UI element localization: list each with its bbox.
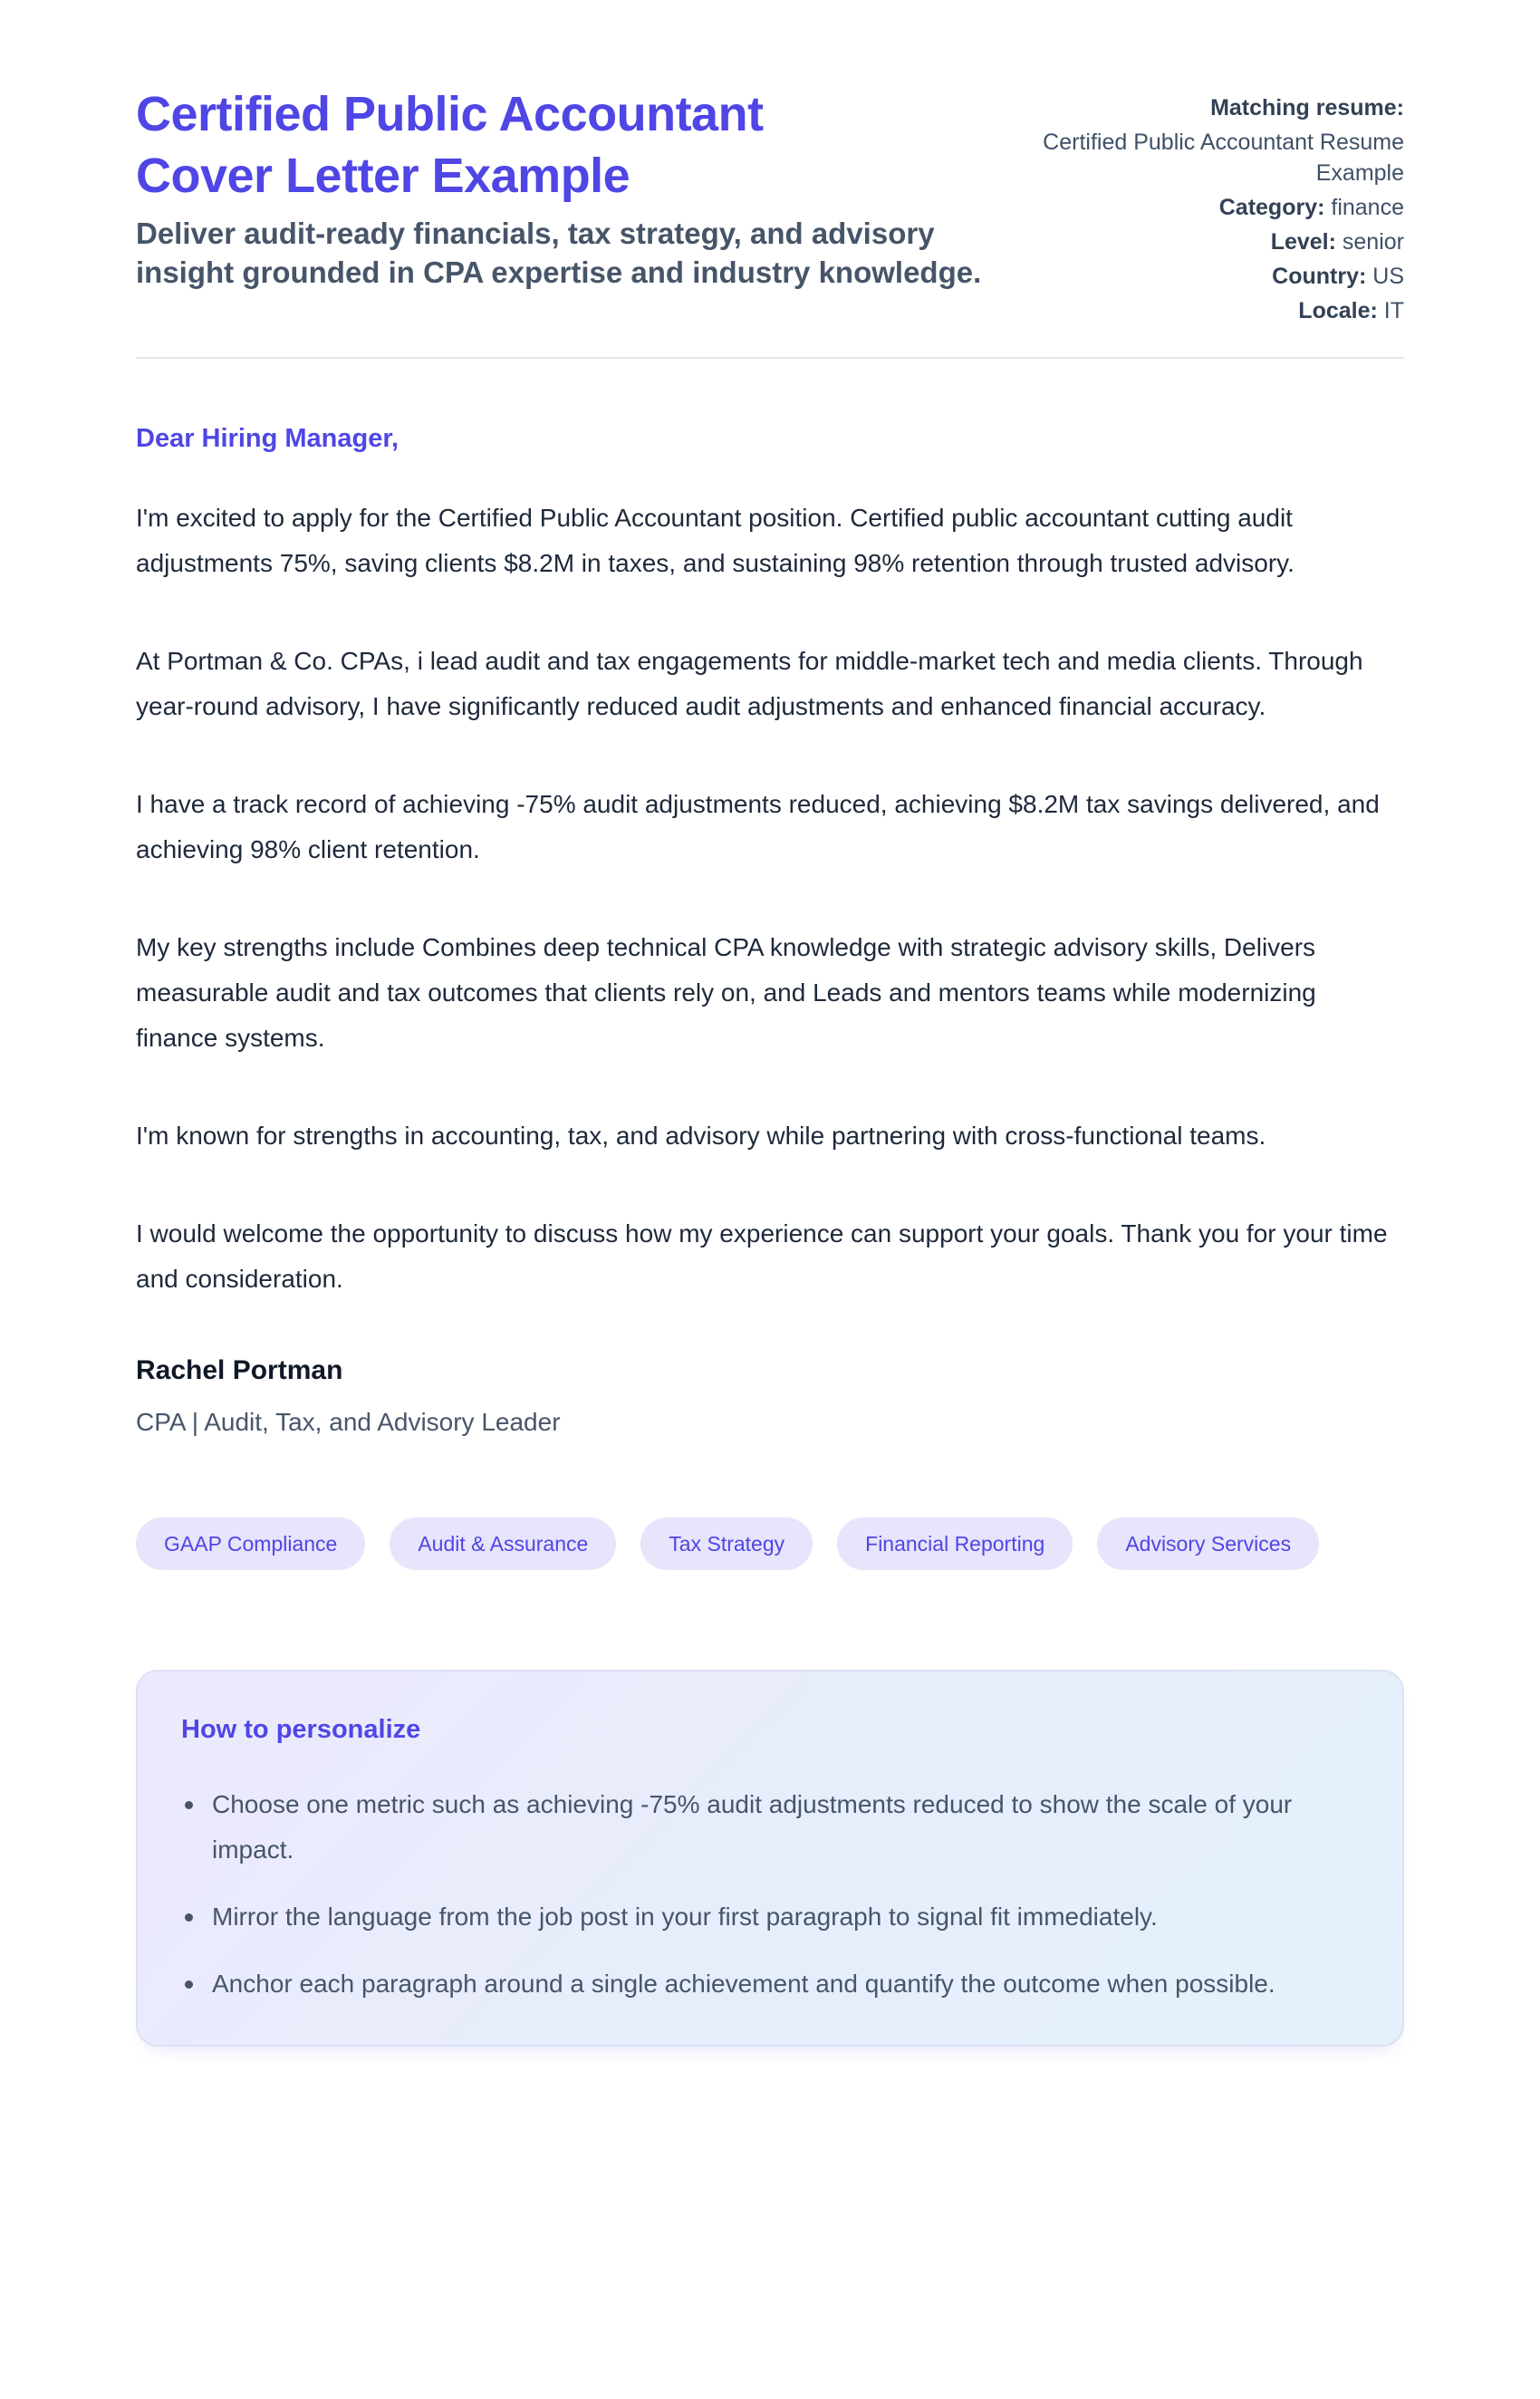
page-header	[136, 83, 1404, 357]
meta-country-value: US	[1372, 264, 1404, 289]
personalize-tip: Anchor each paragraph around a single achievement and quantify the outcome when possible.	[181, 1961, 1355, 2007]
letter-paragraph: My key strengths include Combines deep technical CPA knowledge with strategic advisory skills, Delivers measurable audit and tax outcomes that clients rely on, and Leads and mentors teams while modernizing finance systems.	[136, 933, 1316, 1052]
meta-matching-label-text: Matching resume:	[1210, 95, 1404, 120]
page-title: Certified Public Accountant Cover Letter Example	[136, 87, 764, 203]
how-to-personalize-card	[136, 1670, 1404, 2047]
meta-level-label: Level:	[1270, 229, 1336, 255]
letter-paragraph: At Portman & Co. CPAs, i lead audit and tax engagements for middle-market tech and media clients. Through year-round advisory, I have significantly reduced audit adjustments and enhanced financial accuracy.	[136, 647, 1363, 720]
letter-paragraph: I would welcome the opportunity to discuss how my experience can support your goals. Thank you for your time and consideration.	[136, 1219, 1388, 1293]
signature-role: CPA | Audit, Tax, and Advisory Leader	[136, 1408, 561, 1436]
skill-tag: Tax Strategy	[640, 1517, 813, 1570]
personalize-tip: Choose one metric such as achieving -75% audit adjustments reduced to show the scale of your impact.	[181, 1782, 1355, 1873]
meta-country-label: Country:	[1272, 264, 1367, 289]
signature-block	[136, 1354, 1404, 1438]
meta-level-value: senior	[1342, 229, 1404, 255]
resume-meta-panel	[1015, 83, 1404, 330]
meta-category	[1015, 192, 1404, 223]
personalize-title: How to personalize	[181, 1715, 421, 1744]
meta-level	[1015, 226, 1404, 257]
skill-tag: Financial Reporting	[837, 1517, 1073, 1570]
header-title-block	[136, 83, 987, 292]
personalize-tip-list	[181, 1782, 1355, 2007]
meta-locale-label: Locale:	[1298, 298, 1378, 323]
personalize-tip: Mirror the language from the job post in your first paragraph to signal fit immediately.	[181, 1894, 1355, 1940]
letter-paragraph: I'm known for strengths in accounting, tax, and advisory while partnering with cross-functional teams.	[136, 1122, 1266, 1150]
cover-letter-body	[136, 359, 1404, 2047]
skill-tag-list	[136, 1517, 1404, 1570]
letter-paragraph: I have a track record of achieving -75% audit adjustments reduced, achieving $8.2M tax savings delivered, and achieving 98% client retention.	[136, 790, 1380, 863]
skill-tag: Audit & Assurance	[390, 1517, 616, 1570]
meta-category-label: Category:	[1218, 195, 1325, 220]
meta-locale	[1015, 295, 1404, 326]
skill-tag: Advisory Services	[1097, 1517, 1319, 1570]
page-subtitle: Deliver audit-ready financials, tax strategy, and advisory insight grounded in CPA expertise and industry knowledge.	[136, 217, 982, 289]
meta-locale-value: IT	[1383, 298, 1404, 323]
meta-category-value: finance	[1331, 195, 1404, 220]
cover-letter-page	[136, 0, 1404, 2119]
letter-paragraph: I'm excited to apply for the Certified Public Accountant position. Certified public accountant cutting audit adjustments 75%, saving clients $8.2M in taxes, and sustaining 98% retention through trusted advisory.	[136, 504, 1295, 577]
letter-greeting: Dear Hiring Manager,	[136, 424, 399, 453]
meta-country	[1015, 261, 1404, 292]
skill-tag: GAAP Compliance	[136, 1517, 365, 1570]
meta-matching-value: Certified Public Accountant Resume Example	[1043, 130, 1404, 186]
signature-name: Rachel Portman	[136, 1355, 343, 1385]
meta-matching-label	[1015, 92, 1404, 123]
